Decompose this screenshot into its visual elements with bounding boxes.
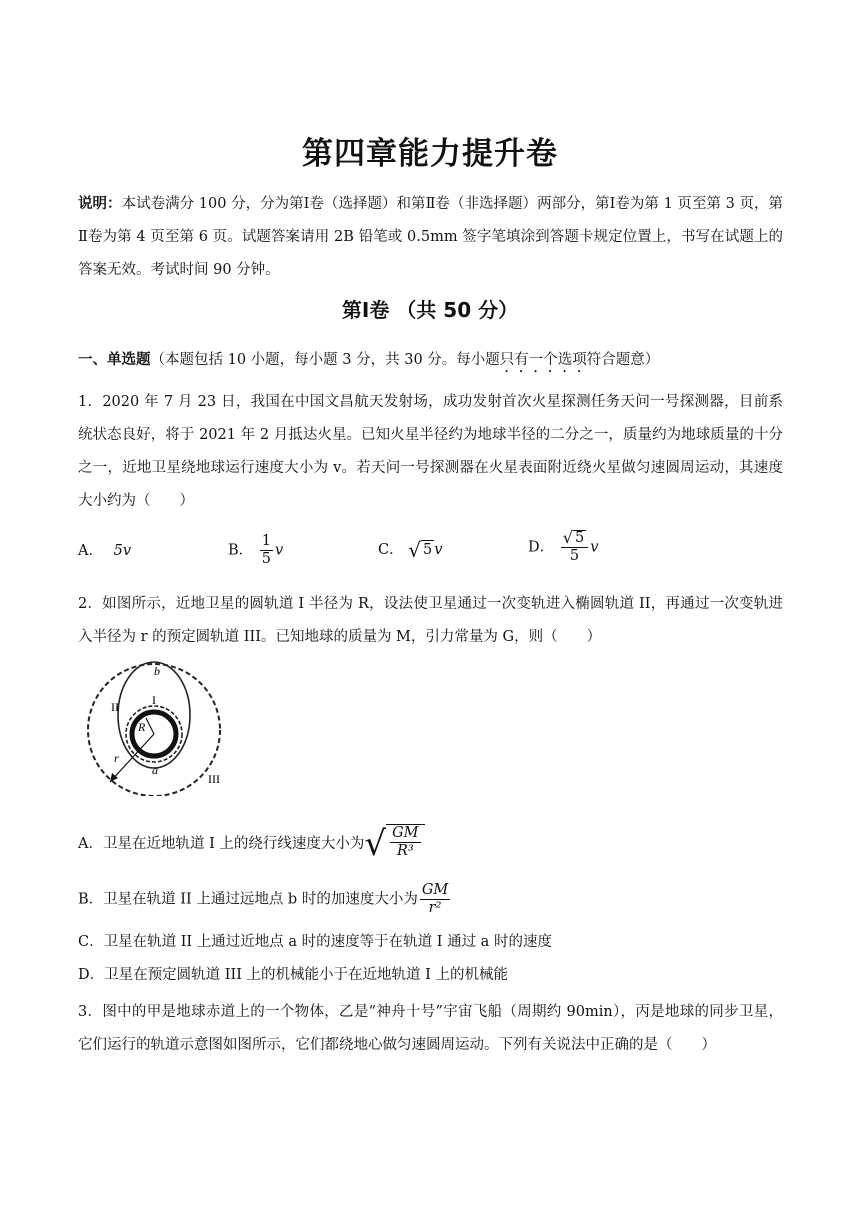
q1-option-a-value: 5v <box>113 543 132 559</box>
label-a: a <box>152 763 158 777</box>
radius-R-line <box>146 718 154 734</box>
part1-desc-suffix: 符合题意） <box>586 352 660 368</box>
orbit-diagram <box>78 658 233 796</box>
instructions-label: 说明： <box>78 196 122 212</box>
instructions-text: 本试卷满分 100 分，分为第Ⅰ卷（选择题）和第Ⅱ卷（非选择题）两部分，第Ⅰ卷为第 1 页至第 3 页，第Ⅱ卷为第 4 页至第 6 页。试题答案请用 2B 铅笔或 0.5mm 签字笔填涂到答题卡规定位置上，书写在试题上的答案无效。考试时间 90 分钟。 <box>78 196 784 278</box>
q2-option-a-text: A．卫星在近地轨道 I 上的绕行线速度大小为 <box>78 836 365 852</box>
q1-option-d-numerator <box>561 530 588 548</box>
q2-option-b[interactable] <box>78 882 452 917</box>
q2-option-a[interactable] <box>78 824 425 864</box>
q1-option-b-variable: v <box>275 542 284 559</box>
label-orbit-iii: III <box>208 772 220 786</box>
part1-desc-prefix: （本题包括 10 小题，每小题 3 分，共 30 分。每小题 <box>150 352 500 368</box>
part1-label: 一、单选题 <box>78 352 151 368</box>
q1-option-b-denominator: 5 <box>261 551 271 567</box>
q1-option-a[interactable] <box>78 541 131 561</box>
q1-option-b-fraction <box>260 533 273 568</box>
label-orbit-ii: II <box>111 700 119 714</box>
q1-option-d-fraction <box>561 530 588 565</box>
q1-option-c[interactable] <box>378 540 442 560</box>
q1-option-c-sqrt <box>408 540 434 560</box>
q1-option-c-radicand: 5 <box>422 542 433 558</box>
label-orbit-i: I <box>152 693 156 707</box>
section-title: 第Ⅰ卷 （共 50 分） <box>341 298 519 322</box>
q2-option-c[interactable]: C．卫星在轨道 II 上通过近地点 a 时的速度等于在轨道 I 通过 a 时的速度 <box>78 934 552 950</box>
q2-option-a-numerator: GM <box>392 825 419 841</box>
q1-option-c-variable: v <box>434 542 443 558</box>
part1-desc-emphasis: 只有一个选项 <box>499 352 587 368</box>
label-r: r <box>114 751 119 765</box>
question-2-text: 2．如图所示，近地卫星的圆轨道 I 半径为 R，设法使卫星通过一次变轨进入椭圆轨道 II，再通过一次变轨进入半径为 r 的预定圆轨道 III。已知地球的质量为 M，引力常量为 G，则（ ） <box>78 596 783 645</box>
label-R: R <box>138 720 146 734</box>
q2-option-b-numerator: GM <box>421 882 449 898</box>
q1-option-b-label: B． <box>228 542 254 559</box>
q1-option-d[interactable] <box>528 530 598 565</box>
q2-option-a-denominator: R³ <box>396 843 414 859</box>
q1-option-d-label: D． <box>528 539 555 556</box>
q1-option-a-label: A． <box>78 543 103 559</box>
q2-option-b-fraction <box>420 882 450 917</box>
q2-option-a-sqrt <box>364 824 424 864</box>
page-title: 第四章能力提升卷 <box>302 136 558 172</box>
question-3-text: 3．图中的甲是地球赤道上的一个物体，乙是“神舟十号”宇宙飞船（周期约 90min），丙是地球的同步卫星，它们运行的轨道示意图如图所示，它们都绕地心做匀速圆周运动。下列有关说法中正确的是（ ） <box>78 1004 783 1053</box>
q2-option-b-text: B．卫星在轨道 II 上通过远地点 b 时的加速度大小为 <box>78 891 418 908</box>
radical-sign-icon: √ <box>364 824 387 864</box>
q1-option-d-radicand: 5 <box>574 530 585 546</box>
q1-option-b-numerator: 1 <box>261 533 271 549</box>
q1-option-c-label: C． <box>378 542 404 558</box>
q1-option-b[interactable] <box>228 533 283 568</box>
part1-heading <box>78 348 783 376</box>
radical-sign-icon: √ <box>562 528 573 547</box>
q2-option-d[interactable]: D．卫星在预定圆轨道 III 上的机械能小于在近地轨道 I 上的机械能 <box>78 967 508 983</box>
q1-option-d-variable: v <box>590 539 599 556</box>
question-1-text: 1．2020 年 7 月 23 日，我国在中国文昌航天发射场，成功发射首次火星探测任务天问一号探测器，目前系统状态良好，将于 2021 年 2 月抵达火星。已知火星半径约为地球半径的二分之一，质量约为地球质量的十分之一，近地卫星绕地球运行速度大小为 v。若天问一号探测器在火星表面附近绕火星做匀速圆周运动，其速度大小约为（ ） <box>78 394 783 509</box>
q2-option-b-denominator: r² <box>428 900 442 916</box>
exam-instructions <box>78 188 783 287</box>
label-b: b <box>154 664 160 678</box>
radical-sign-icon: √ <box>408 538 421 562</box>
q1-option-d-denominator: 5 <box>569 548 580 564</box>
